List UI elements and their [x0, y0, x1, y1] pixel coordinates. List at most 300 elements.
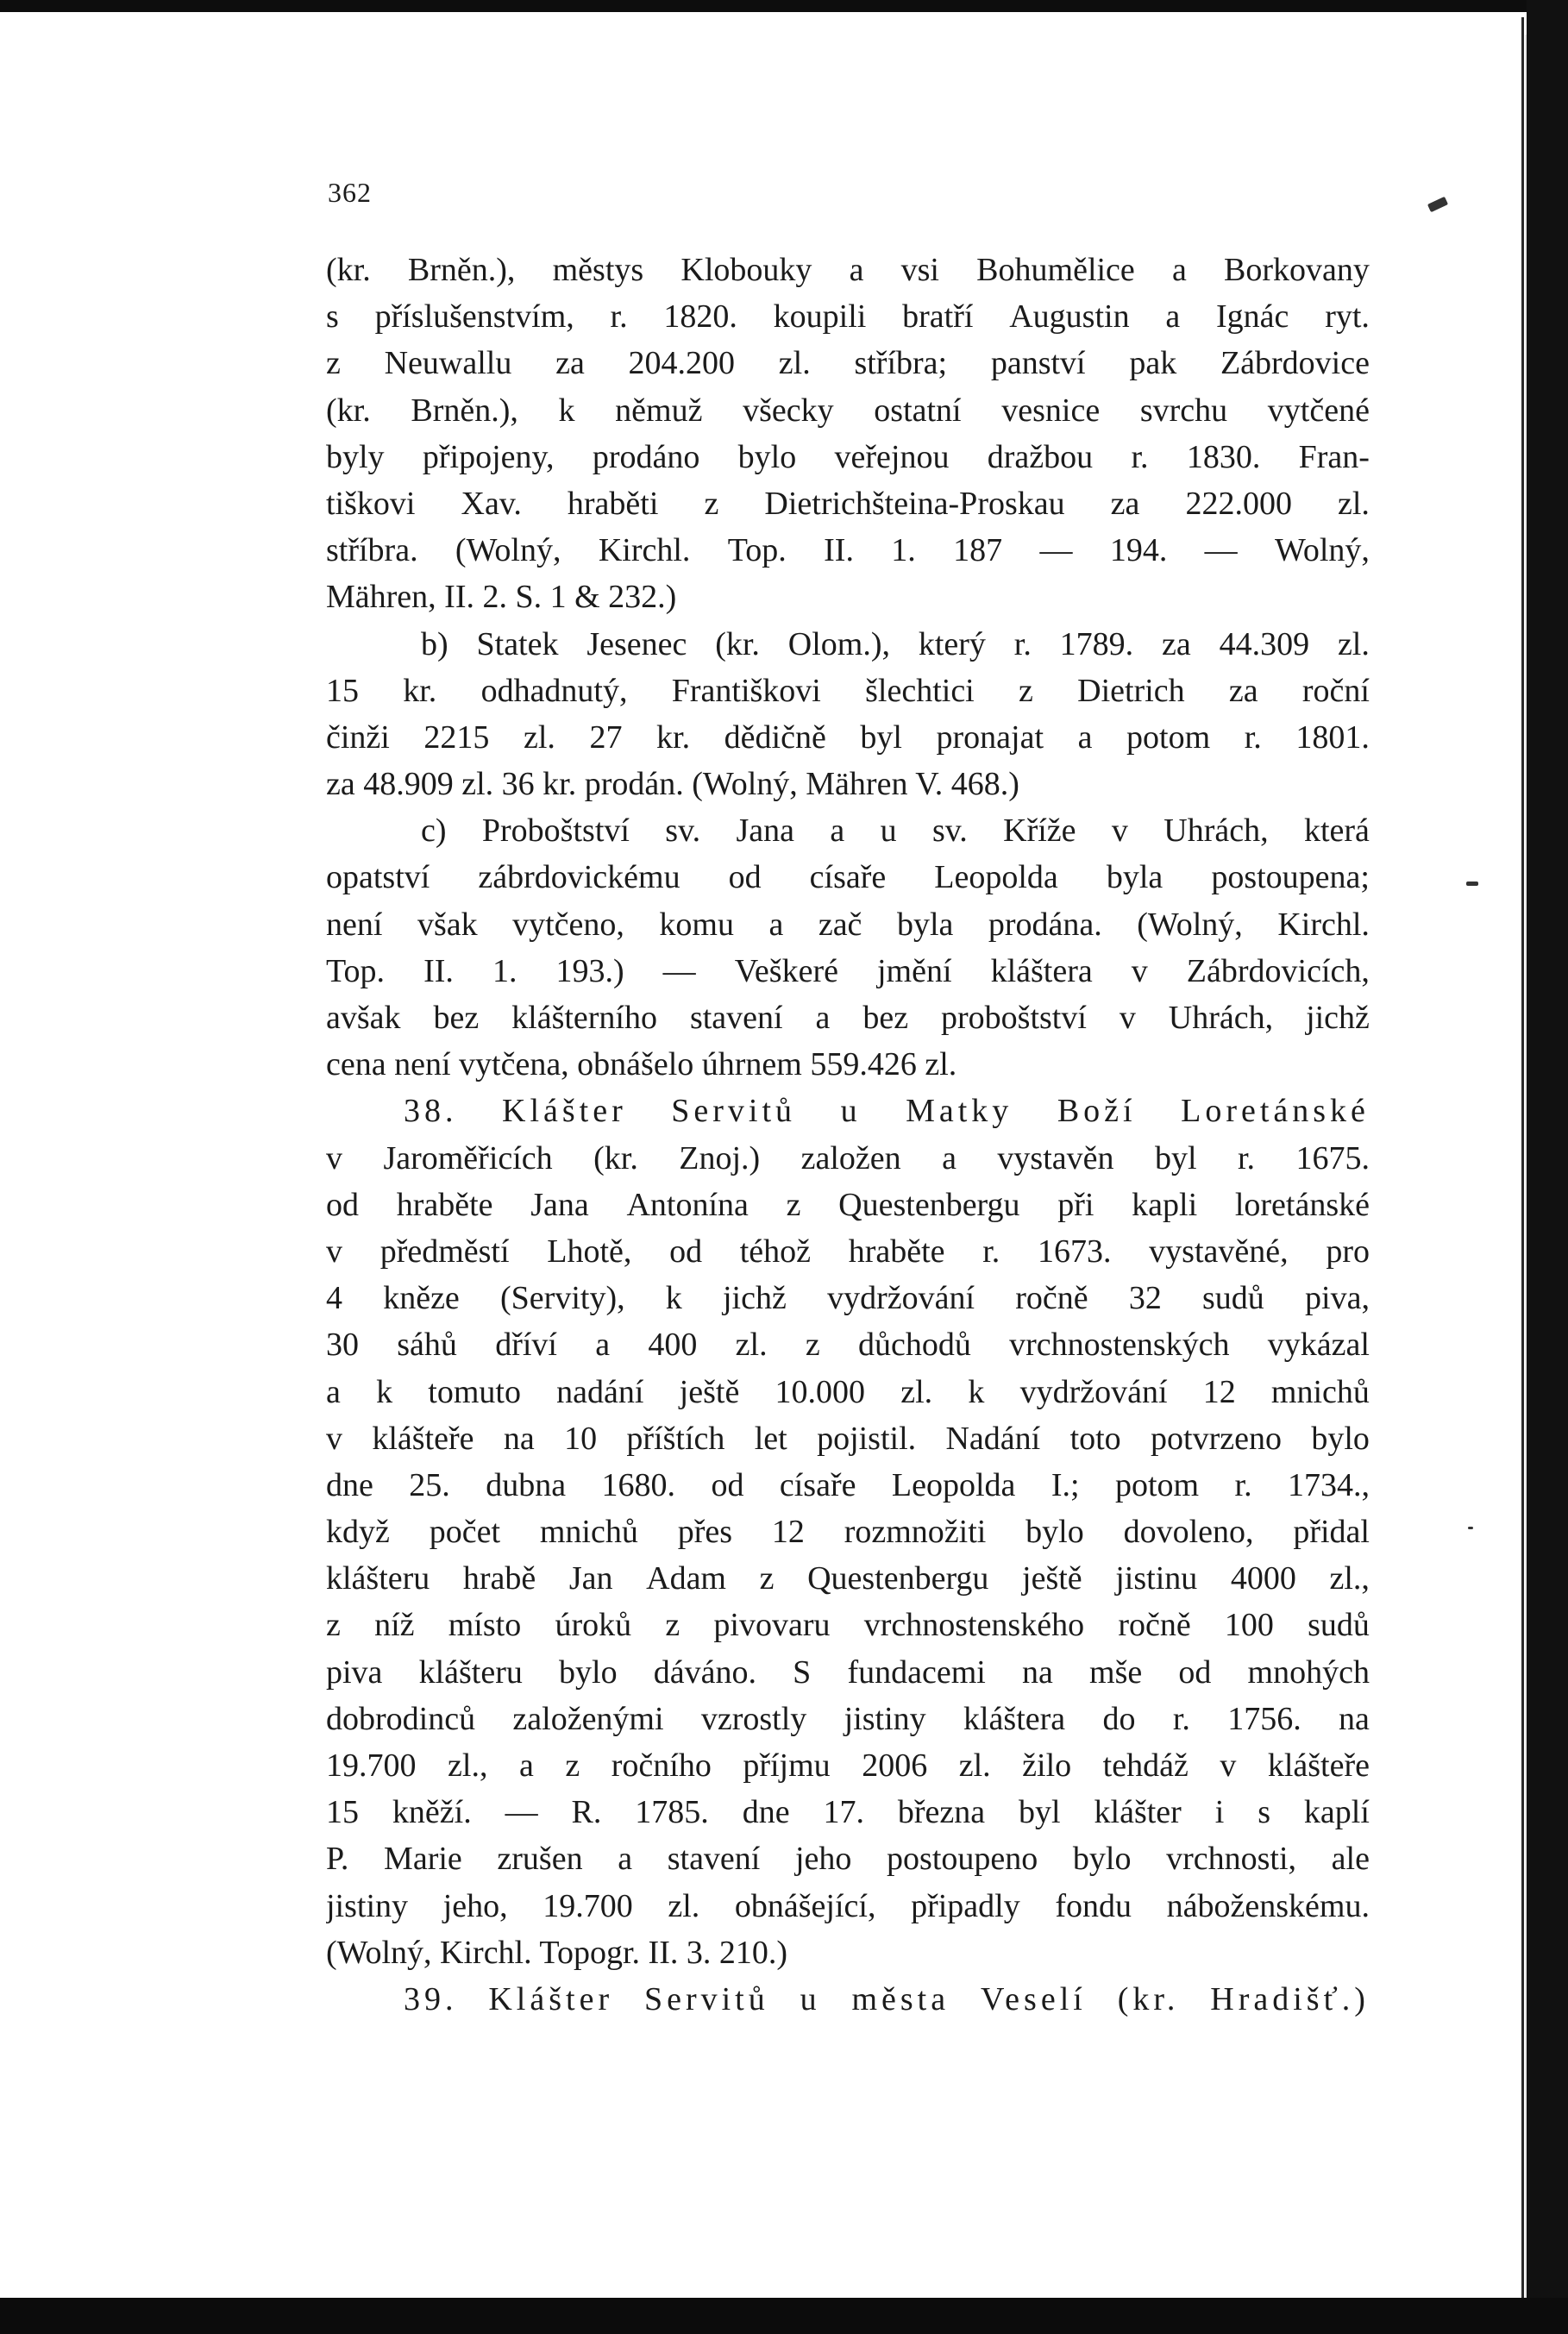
- word: Borkovany: [1224, 252, 1370, 288]
- word: zl.,: [448, 1747, 488, 1784]
- word: fundacemi: [847, 1653, 986, 1691]
- word: na: [503, 1420, 535, 1457]
- text-line: [326, 1649, 1370, 1696]
- text-line: [326, 668, 1370, 714]
- word: císaře: [809, 859, 887, 896]
- word: 15: [326, 1794, 359, 1831]
- text-line: [326, 948, 1370, 994]
- word: vydržování: [827, 1280, 975, 1317]
- text-line: [326, 1835, 1370, 1882]
- text-line: [326, 807, 1370, 854]
- section-heading-38: [326, 1088, 1370, 1134]
- text-line: [326, 1555, 1370, 1602]
- word: 25.: [409, 1466, 450, 1503]
- word: bez: [862, 1000, 909, 1036]
- word: Neuwallu: [384, 345, 512, 382]
- word: v: [1131, 952, 1148, 989]
- text-line: [326, 340, 1370, 386]
- word: bylo: [559, 1653, 618, 1691]
- word: 187: [953, 532, 1003, 569]
- word: stříbra.: [326, 532, 418, 569]
- text-line: [326, 527, 1370, 574]
- word: c): [421, 813, 447, 850]
- word: připojeny,: [422, 438, 555, 475]
- word: 17.: [823, 1794, 864, 1831]
- word: zl.: [735, 1327, 768, 1364]
- word: počet: [429, 1514, 501, 1551]
- word: vesnice: [1001, 392, 1101, 429]
- word: ročního: [611, 1747, 712, 1784]
- text-line: [326, 1742, 1370, 1789]
- scan-border-top: [0, 0, 1568, 12]
- word: Uhrách,: [1163, 813, 1269, 850]
- word: r.: [982, 1233, 1000, 1270]
- word: zl.: [1337, 625, 1370, 662]
- word: za: [1228, 672, 1258, 709]
- word: —: [1039, 532, 1073, 569]
- word: 400: [648, 1327, 698, 1364]
- word: hraběte: [848, 1233, 945, 1270]
- word: piva: [326, 1653, 383, 1691]
- text-line: [326, 714, 1370, 761]
- word: Veselí: [980, 1980, 1087, 2017]
- word: Jaroměřicích: [383, 1139, 553, 1176]
- word: za: [1162, 625, 1191, 662]
- word: z: [326, 1607, 341, 1644]
- word: u: [800, 1980, 821, 2017]
- word: Klášter: [488, 1980, 614, 2017]
- word: sudů: [1202, 1280, 1264, 1317]
- word: r.: [1244, 718, 1262, 756]
- word: bylo: [1311, 1420, 1370, 1457]
- scan-border-right: [1527, 0, 1568, 2334]
- word: hraběti: [567, 485, 659, 522]
- word: od: [326, 1186, 359, 1223]
- text-line: [326, 621, 1370, 668]
- word: zl.: [958, 1747, 991, 1784]
- word: ročně: [1015, 1280, 1088, 1317]
- text-line: [326, 1369, 1370, 1415]
- word: Marie: [384, 1841, 462, 1878]
- word: panství: [990, 345, 1086, 382]
- word: Zábrdovicích,: [1186, 952, 1370, 989]
- word: od: [1178, 1653, 1212, 1691]
- text-line: [326, 1228, 1370, 1275]
- word: pronajat: [936, 718, 1044, 756]
- word: bylo: [737, 438, 797, 475]
- word: 1.: [492, 952, 517, 989]
- word: postoupena;: [1211, 859, 1370, 896]
- word: koupili: [773, 298, 867, 336]
- word: klášteře: [372, 1420, 474, 1457]
- word: všecky: [743, 392, 834, 429]
- word: však: [417, 906, 478, 943]
- word: vrchnosti,: [1166, 1841, 1297, 1878]
- word: Zábrdovice: [1220, 345, 1370, 382]
- text-line: [326, 901, 1370, 948]
- word: žilo: [1022, 1747, 1072, 1784]
- word: klášterního: [511, 1000, 657, 1036]
- word: r.: [610, 298, 628, 336]
- scan-border-line: [1521, 17, 1524, 2334]
- word: veřejnou: [834, 438, 950, 475]
- word: a: [518, 1747, 534, 1784]
- word: 1785.: [635, 1794, 709, 1831]
- word: bratří: [902, 298, 974, 336]
- word: I.;: [1051, 1466, 1080, 1503]
- word: nadání: [556, 1373, 644, 1410]
- word: 10.000: [775, 1373, 866, 1410]
- word: z: [704, 485, 719, 522]
- word: k: [558, 392, 575, 429]
- text-line: [326, 1135, 1370, 1182]
- word: a: [815, 1000, 831, 1036]
- word: při: [1057, 1186, 1094, 1223]
- word: potom: [1114, 1466, 1200, 1503]
- text-line: [326, 1275, 1370, 1321]
- word: b): [421, 625, 448, 662]
- word: s: [326, 298, 339, 336]
- word: kněze: [383, 1280, 460, 1317]
- word: jichž: [1306, 1000, 1370, 1036]
- word: z: [786, 1186, 801, 1223]
- word: Klobouky: [681, 252, 812, 288]
- word: mnohých: [1247, 1653, 1370, 1691]
- word: mše: [1089, 1653, 1143, 1691]
- word: 30: [326, 1327, 359, 1364]
- text-line: [326, 854, 1370, 900]
- word: 2215: [423, 718, 490, 756]
- word: sáhů: [397, 1327, 457, 1364]
- word: přidal: [1293, 1514, 1370, 1551]
- word: příštích: [626, 1420, 725, 1457]
- word: klášter: [1094, 1794, 1182, 1831]
- word: tomuto: [428, 1373, 521, 1410]
- word: sv.: [931, 813, 968, 850]
- word: bez: [433, 1000, 480, 1036]
- word: Top.: [326, 952, 386, 989]
- word: přes: [677, 1514, 732, 1551]
- word: r.: [1234, 1466, 1252, 1503]
- scan-border-bottom: [0, 2298, 1568, 2334]
- word: v: [1220, 1747, 1237, 1784]
- word: 27: [589, 718, 623, 756]
- word: kr.: [656, 718, 691, 756]
- word: kaplí: [1303, 1794, 1370, 1831]
- word: 1789.: [1059, 625, 1134, 662]
- text-line: [326, 480, 1370, 527]
- word: kapli: [1132, 1186, 1198, 1223]
- word: proboštství: [941, 1000, 1087, 1036]
- word: II.: [423, 952, 454, 989]
- word: 100: [1224, 1607, 1274, 1644]
- word: Ignác: [1216, 298, 1289, 336]
- word: Bohumělice: [976, 252, 1135, 288]
- word: března: [897, 1794, 986, 1831]
- word: u: [840, 1093, 862, 1130]
- word: dovoleno,: [1123, 1514, 1254, 1551]
- word: příslušenstvím,: [374, 298, 574, 336]
- word: komu: [659, 906, 734, 943]
- word: na: [1021, 1653, 1053, 1691]
- word: Servitů: [671, 1093, 797, 1130]
- word: předměstí: [379, 1233, 510, 1270]
- word: a: [1165, 298, 1181, 336]
- word: (kr.: [326, 392, 371, 429]
- word: kněží.: [392, 1794, 472, 1831]
- word: Leopolda: [934, 859, 1058, 896]
- word: Kirchl.: [598, 532, 691, 569]
- word: jistiny: [326, 1887, 409, 1924]
- word: sudů: [1308, 1607, 1370, 1644]
- text-line: [326, 247, 1370, 293]
- word: z: [665, 1607, 681, 1644]
- word: a: [618, 1841, 633, 1878]
- word: jeho: [794, 1841, 852, 1878]
- word: 1801.: [1295, 718, 1370, 756]
- word: (kr.: [593, 1139, 638, 1176]
- word: Boží: [1057, 1093, 1137, 1130]
- word: klášteře: [1267, 1747, 1370, 1784]
- word: Wolný,: [1275, 532, 1370, 569]
- word: prodána.: [988, 906, 1102, 943]
- word: stavení: [667, 1841, 761, 1878]
- word: zábrdovickému: [478, 859, 681, 896]
- word: a: [942, 1139, 956, 1176]
- word: Matky: [906, 1093, 1013, 1130]
- word: dáváno.: [653, 1653, 756, 1691]
- word: r.: [1237, 1139, 1255, 1176]
- word: opatství: [326, 859, 430, 896]
- word: (Servity),: [500, 1280, 625, 1317]
- word: fondu: [1055, 1887, 1132, 1924]
- word: hrabě: [462, 1560, 536, 1597]
- word: zrušen: [497, 1841, 583, 1878]
- word: P.: [326, 1841, 349, 1878]
- word: 4: [326, 1280, 342, 1317]
- word: Jana: [736, 813, 795, 850]
- word: úroků: [555, 1607, 632, 1644]
- word: svrchu: [1139, 392, 1228, 429]
- word: vydržování: [1019, 1373, 1168, 1410]
- text-line: za 48.909 zl. 36 kr. prodán. (Wolný, Mähren V. 468.): [326, 766, 1019, 803]
- word: města: [851, 1980, 950, 2017]
- word: Dietrich: [1077, 672, 1185, 709]
- word: 194.: [1109, 532, 1168, 569]
- section-heading-39: [326, 1976, 1370, 2023]
- word: bylo: [1072, 1841, 1132, 1878]
- word: Jesenec: [586, 625, 687, 662]
- word: zač: [818, 906, 862, 943]
- margin-speck: [1468, 1527, 1473, 1529]
- word: potom: [1126, 718, 1211, 756]
- word: založenými: [512, 1700, 664, 1737]
- word: kláštera: [990, 952, 1093, 989]
- word: 1734.,: [1288, 1466, 1370, 1503]
- word: r.: [1131, 438, 1149, 475]
- text-line: [326, 1321, 1370, 1368]
- word: zl.,: [1329, 1560, 1370, 1597]
- text-line: [326, 434, 1370, 480]
- word: obnášející,: [734, 1887, 876, 1924]
- page-number: 362: [328, 177, 372, 208]
- word: 1675.: [1295, 1139, 1370, 1176]
- word: Hradišť.): [1210, 1980, 1370, 2017]
- word: ještě: [1022, 1560, 1082, 1597]
- word: a: [595, 1327, 611, 1364]
- word: jistiny: [844, 1700, 926, 1737]
- text-line: (Wolný, Kirchl. Topogr. II. 3. 210.): [326, 1934, 788, 1971]
- text-line: [326, 994, 1370, 1041]
- text-line: [326, 1509, 1370, 1555]
- word: 38.: [404, 1093, 458, 1130]
- text-line: [326, 1789, 1370, 1835]
- word: Kříže: [1003, 813, 1076, 850]
- body-text: [326, 247, 1370, 2023]
- word: (Wolný,: [1137, 906, 1243, 943]
- word: a: [1171, 252, 1187, 288]
- word: byl: [1154, 1139, 1197, 1176]
- word: dražbou: [987, 438, 1094, 475]
- word: k: [665, 1280, 682, 1317]
- word: do: [1102, 1700, 1136, 1737]
- word: Questenbergu: [838, 1186, 1020, 1223]
- word: Top.: [727, 532, 787, 569]
- word: Xav.: [461, 485, 522, 522]
- word: připadly: [911, 1887, 1020, 1924]
- word: Nadání: [945, 1420, 1041, 1457]
- margin-speck: [1466, 882, 1478, 886]
- word: Jan: [568, 1560, 613, 1597]
- word: zl.: [778, 345, 811, 382]
- word: zl.: [1338, 485, 1370, 522]
- word: vykázal: [1267, 1327, 1370, 1364]
- word: vystavěné,: [1149, 1233, 1289, 1270]
- word: která: [1303, 813, 1370, 850]
- word: ale: [1331, 1841, 1370, 1878]
- word: 193.): [555, 952, 624, 989]
- word: sv.: [665, 813, 701, 850]
- word: toto: [1069, 1420, 1121, 1457]
- word: z: [326, 345, 341, 382]
- word: r.: [1013, 625, 1032, 662]
- word: byly: [326, 438, 385, 475]
- word: 1830.: [1186, 438, 1261, 475]
- word: 19.700: [326, 1747, 417, 1784]
- word: dříví: [495, 1327, 557, 1364]
- word: náboženskému.: [1166, 1887, 1370, 1924]
- word: Veškeré: [734, 952, 838, 989]
- word: Dietrichšteina-Proskau: [764, 485, 1065, 522]
- word: dobrodinců: [326, 1700, 476, 1737]
- word: který: [918, 625, 986, 662]
- word: odhadnutý,: [480, 672, 628, 709]
- word: jmění: [877, 952, 952, 989]
- text-line: [326, 1462, 1370, 1509]
- word: rozmnožiti: [844, 1514, 987, 1551]
- word: zl.: [523, 718, 555, 756]
- word: Brněn.),: [411, 392, 518, 429]
- word: z: [565, 1747, 580, 1784]
- word: ostatní: [874, 392, 962, 429]
- word: 1680.: [601, 1466, 676, 1503]
- word: dědičně: [724, 718, 826, 756]
- word: byla: [1106, 859, 1163, 896]
- word: když: [326, 1514, 390, 1551]
- word: 12: [1202, 1373, 1236, 1410]
- word: vzrostly: [700, 1700, 807, 1737]
- word: dne: [326, 1466, 373, 1503]
- word: 10: [564, 1420, 598, 1457]
- word: pivovaru: [713, 1607, 831, 1644]
- word: let: [754, 1420, 787, 1457]
- word: vytčeno,: [512, 906, 624, 943]
- word: 15: [326, 672, 359, 709]
- word: —: [505, 1794, 538, 1831]
- word: z: [759, 1560, 775, 1597]
- margin-speck: [1427, 197, 1448, 212]
- word: Questenbergu: [807, 1560, 989, 1597]
- word: Statek: [476, 625, 559, 662]
- text-line: [326, 1182, 1370, 1228]
- word: avšak: [326, 1000, 401, 1036]
- word: od: [728, 859, 762, 896]
- word: 1820.: [663, 298, 737, 336]
- word: za: [555, 345, 585, 382]
- text-line: [326, 1602, 1370, 1648]
- word: městys: [552, 252, 644, 288]
- word: a: [830, 813, 845, 850]
- word: k: [376, 1373, 393, 1410]
- word: místo: [448, 1607, 522, 1644]
- word: 19.700: [543, 1887, 633, 1924]
- word: pojistil.: [817, 1420, 917, 1457]
- word: mnichů: [1270, 1373, 1370, 1410]
- word: založen: [800, 1139, 901, 1176]
- word: 2006: [862, 1747, 928, 1784]
- word: v: [1111, 813, 1128, 850]
- word: v: [326, 1139, 342, 1176]
- word: potvrzeno: [1151, 1420, 1282, 1457]
- word: příjmu: [743, 1747, 831, 1784]
- word: 32: [1128, 1280, 1162, 1317]
- word: šlechtici: [865, 672, 975, 709]
- word: klášteru: [418, 1653, 523, 1691]
- word: Františkovi: [671, 672, 821, 709]
- word: v: [1119, 1000, 1136, 1036]
- word: klášteru: [326, 1560, 430, 1597]
- word: ještě: [679, 1373, 740, 1410]
- word: ročně: [1118, 1607, 1191, 1644]
- word: tehdáž: [1102, 1747, 1189, 1784]
- word: 1673.: [1037, 1233, 1112, 1270]
- word: 1.: [891, 532, 916, 569]
- word: vrchnostenských: [1009, 1327, 1230, 1364]
- text-line: Mähren, II. 2. S. 1 & 232.): [326, 579, 677, 616]
- word: piva,: [1305, 1280, 1370, 1317]
- word: z: [1019, 672, 1033, 709]
- word: (Wolný,: [455, 532, 561, 569]
- word: loretánské: [1234, 1186, 1370, 1223]
- word: roční: [1301, 672, 1370, 709]
- word: Znoj.): [679, 1139, 761, 1176]
- word: 44.309: [1219, 625, 1310, 662]
- word: dubna: [486, 1466, 567, 1503]
- text-line: [326, 1696, 1370, 1742]
- word: pro: [1326, 1233, 1370, 1270]
- word: (kr.: [326, 252, 371, 288]
- word: —: [662, 952, 696, 989]
